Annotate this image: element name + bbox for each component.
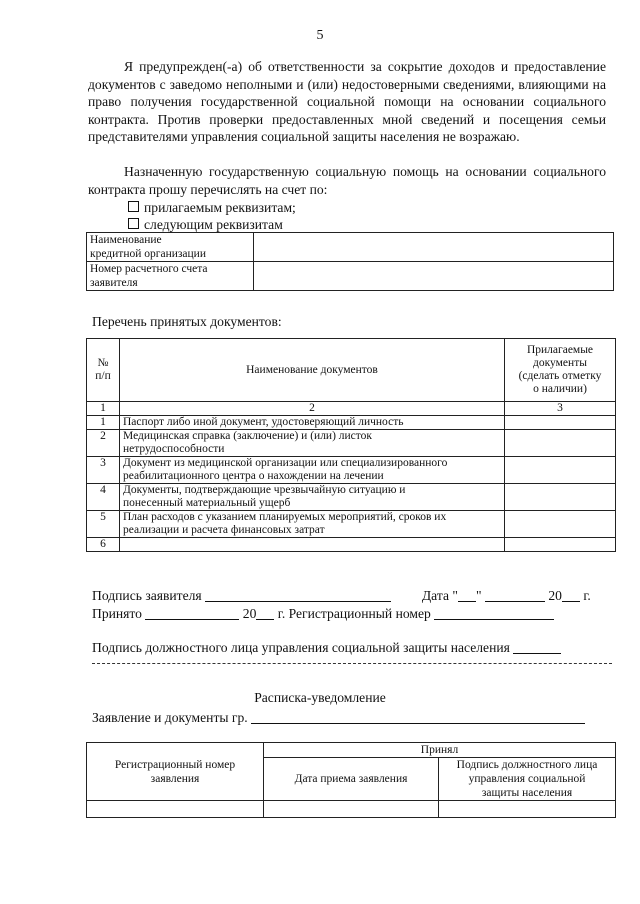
option-following-requisites[interactable]: следующим реквизитам: [128, 216, 283, 233]
header-accepted: Принял: [264, 743, 616, 758]
accepted-year-field[interactable]: [256, 607, 274, 620]
header-number: № п/п: [87, 339, 120, 402]
table-row: 3 Документ из медицинской организации или специализированного реабилитационного центра о нахождении на лечении: [87, 457, 616, 484]
receipt-table: [86, 742, 616, 818]
transfer-paragraph: Назначенную государственную социальную помощь на основании социального контракта прошу перечислять на счет по:: [88, 164, 606, 197]
applicant-signature-line: Подпись заявителя Дата " " 20 г.: [92, 588, 591, 603]
receipt-title: Расписка-уведомление: [254, 690, 386, 705]
bank-requisites-table: [86, 232, 614, 291]
table-row: 5 План расходов с указанием планируемых мероприятий, сроков их реализации и расчета финансовых затрат: [87, 511, 616, 538]
account-number-label: Номер расчетного счета заявителя: [87, 262, 254, 291]
bank-name-label: Наименование кредитной организации: [87, 233, 254, 262]
page-number: 5: [316, 28, 324, 43]
table-row: [87, 233, 614, 262]
table-row: 6: [87, 538, 616, 552]
warning-paragraph: Я предупрежден(-а) об ответственности за сокрытие доходов и предоставление документов с заведомо неполными и (или) недостоверными сведениями, влияющими на право получения государственной социальной помощи на основании социального контракта. Против проверки предоставленных мной сведений и посещения семьи представителями управления социальной защиты населения не возражаю.: [88, 59, 606, 144]
attached-mark-cell[interactable]: [505, 511, 616, 538]
attached-mark-cell[interactable]: [505, 538, 616, 552]
date-month-field[interactable]: [485, 589, 545, 602]
checkbox-icon[interactable]: [128, 218, 139, 229]
attached-mark-cell[interactable]: [505, 416, 616, 430]
date-day-field[interactable]: [458, 589, 476, 602]
account-number-field[interactable]: [254, 262, 614, 291]
registration-number-cell[interactable]: [87, 801, 264, 818]
table-index-row: 1 2 3: [87, 402, 616, 416]
accepted-date-field[interactable]: [145, 607, 239, 620]
date-year-field[interactable]: [562, 589, 580, 602]
acceptance-date-cell[interactable]: [264, 801, 439, 818]
header-attached: Прилагаемые документы (сделать отметку о наличии): [505, 339, 616, 402]
accepted-line: Принято 20 г. Регистрационный номер: [92, 606, 612, 622]
table-row: [87, 262, 614, 291]
applicant-signature-field[interactable]: [205, 589, 391, 602]
header-registration-number: Регистрационный номер заявления: [87, 743, 264, 801]
table-row: [87, 801, 616, 818]
header-acceptance-date: Дата приема заявления: [264, 758, 439, 801]
header-document-name: Наименование документов: [120, 339, 505, 402]
table-row: 4 Документы, подтверждающие чрезвычайную ситуацию и понесенный материальный ущерб: [87, 484, 616, 511]
official-signature-field[interactable]: [513, 641, 561, 654]
official-signature-line: Подпись должностного лица управления социальной защиты населения: [92, 640, 612, 656]
header-official-signature: Подпись должностного лица управления социальной защиты населения: [439, 758, 616, 801]
checkbox-icon[interactable]: [128, 201, 139, 212]
table-header-row: [87, 743, 616, 758]
attached-mark-cell[interactable]: [505, 457, 616, 484]
receipt-statement-line: Заявление и документы гр.: [92, 710, 612, 726]
attached-mark-cell[interactable]: [505, 430, 616, 457]
citizen-name-field[interactable]: [251, 711, 585, 724]
documents-table: [86, 338, 616, 552]
option-attached-requisites[interactable]: прилагаемым реквизитам;: [128, 199, 296, 216]
cut-line: [92, 663, 612, 664]
table-row: 1 Паспорт либо иной документ, удостоверяющий личность: [87, 416, 616, 430]
table-header-row: [87, 339, 616, 402]
registration-number-field[interactable]: [434, 607, 554, 620]
official-signature-cell[interactable]: [439, 801, 616, 818]
documents-title: Перечень принятых документов:: [92, 314, 282, 329]
attached-mark-cell[interactable]: [505, 484, 616, 511]
table-row: 2 Медицинская справка (заключение) и (или) листок нетрудоспособности: [87, 430, 616, 457]
bank-name-field[interactable]: [254, 233, 614, 262]
